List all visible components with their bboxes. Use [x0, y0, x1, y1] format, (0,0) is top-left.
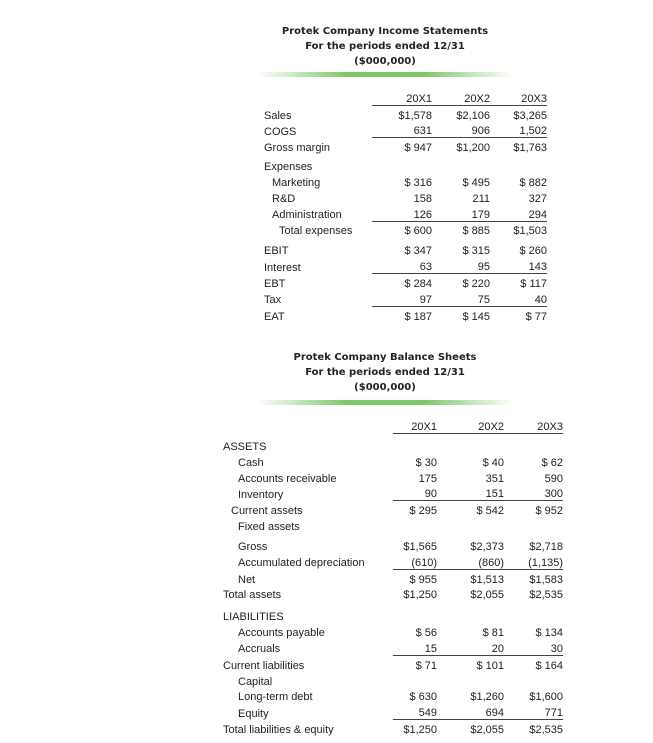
cell [437, 517, 504, 533]
cell: 351 [485, 472, 504, 485]
cell: $ 885 [462, 225, 490, 238]
table-row [223, 533, 563, 553]
row-label: Marketing [272, 176, 321, 189]
row-label: Net [238, 573, 256, 586]
cell: 294 [490, 205, 547, 221]
cell: $ 40 [482, 456, 504, 469]
row-label: Capital [238, 675, 273, 688]
table-row [223, 569, 563, 585]
row-label: R&D [272, 192, 296, 205]
row-label: Accounts receivable [238, 472, 337, 485]
row-label: Tax [264, 294, 282, 307]
balance-col-20x2: 20X2 [437, 411, 504, 433]
row-label: Accumulated depreciation [238, 557, 365, 570]
income-title-line-2: For the periods ended 12/31 [305, 41, 465, 52]
cell: 549 [393, 703, 437, 719]
cell: 151 [437, 485, 504, 501]
balance-title-line-1: Protek Company Balance Sheets [293, 352, 477, 363]
cell: $ 284 [404, 277, 432, 290]
cell: $ 315 [462, 245, 490, 258]
table-row [223, 485, 563, 501]
table-row [264, 274, 547, 290]
row-label: Gross margin [264, 142, 331, 155]
cell: 1,502 [490, 122, 547, 138]
cell: $2,055 [470, 589, 504, 602]
row-label: Accruals [238, 643, 281, 656]
income-title-line-3: ($000,000) [354, 56, 416, 67]
cell [432, 154, 490, 173]
table-row [264, 257, 547, 273]
cell [504, 601, 563, 623]
cell [393, 517, 437, 533]
cell: $ 30 [415, 456, 437, 469]
table-row [223, 703, 563, 719]
cell: $2,106 [456, 109, 490, 122]
cell: $ 295 [409, 505, 437, 518]
row-label: Gross [238, 540, 268, 553]
income-header-row [264, 89, 547, 105]
cell: $ 947 [404, 142, 432, 155]
cell: $ 630 [409, 691, 437, 704]
cell: $ 260 [519, 245, 547, 258]
cell: $ 71 [415, 659, 437, 672]
cell: $1,250 [403, 589, 437, 602]
cell: 179 [432, 205, 490, 221]
table-row [223, 655, 563, 671]
cell: $ 220 [462, 277, 490, 290]
cell: 327 [528, 192, 547, 205]
balance-title-rule [256, 400, 514, 405]
cell [437, 672, 504, 688]
cell: $ 187 [404, 310, 432, 323]
table-row [264, 205, 547, 221]
cell: $ 134 [535, 627, 563, 640]
row-label: Total expenses [279, 225, 353, 238]
row-label: Interest [264, 261, 301, 274]
row-label: Long-term debt [238, 691, 313, 704]
cell: $ 62 [541, 456, 563, 469]
cell: $ 81 [482, 627, 504, 640]
cell: 75 [432, 290, 490, 306]
cell: (860) [437, 553, 504, 569]
cell: 694 [437, 703, 504, 719]
table-row [223, 623, 563, 639]
cell: $2,055 [470, 723, 504, 736]
cell: 126 [372, 205, 432, 221]
balance-title [255, 350, 515, 395]
cell: $ 952 [535, 505, 563, 518]
table-row [223, 601, 563, 623]
cell [490, 154, 547, 173]
cell [504, 517, 563, 533]
table-row [223, 453, 563, 469]
row-label: Cash [238, 456, 264, 469]
table-row [223, 433, 563, 453]
row-label: EBT [264, 277, 286, 290]
row-label: EAT [264, 310, 285, 323]
cell: 30 [504, 639, 563, 655]
cell: $1,565 [403, 540, 437, 553]
cell: 211 [472, 192, 490, 205]
table-row [264, 237, 547, 257]
cell: 15 [393, 639, 437, 655]
cell [504, 672, 563, 688]
cell: $ 77 [525, 310, 547, 323]
table-row [223, 720, 563, 736]
cell: 90 [393, 485, 437, 501]
income-table [264, 89, 547, 323]
table-row [223, 672, 563, 688]
table-row [264, 189, 547, 205]
balance-title-line-3: ($000,000) [354, 382, 416, 393]
income-title-line-1: Protek Company Income Statements [281, 26, 489, 37]
table-row [223, 501, 563, 517]
table-row [223, 586, 563, 602]
cell: 63 [372, 257, 432, 273]
cell: $2,535 [529, 589, 563, 602]
row-label: Total liabilities & equity [223, 723, 334, 736]
cell: 40 [490, 290, 547, 306]
row-label: LIABILITIES [223, 611, 284, 624]
table-row [223, 639, 563, 655]
cell: $2,373 [470, 540, 504, 553]
balance-table [223, 411, 563, 736]
cell [504, 433, 563, 453]
cell [393, 601, 437, 623]
row-label: Accounts payable [238, 627, 325, 640]
income-col-20x2: 20X2 [432, 89, 490, 105]
cell [393, 672, 437, 688]
table-row [223, 553, 563, 569]
cell: $1,513 [470, 573, 504, 586]
cell: $ 495 [462, 176, 490, 189]
cell: $ 101 [476, 659, 504, 672]
row-label: Equity [238, 707, 269, 720]
cell [437, 601, 504, 623]
cell: $ 56 [415, 627, 437, 640]
row-label: Current assets [231, 505, 303, 518]
row-label: Total assets [223, 589, 282, 602]
cell: 300 [504, 485, 563, 501]
cell: 771 [504, 703, 563, 719]
balance-title-line-2: For the periods ended 12/31 [305, 367, 465, 378]
cell [372, 154, 432, 173]
table-row [223, 688, 563, 704]
cell: $3,265 [513, 109, 547, 122]
cell: 906 [432, 122, 490, 138]
row-label: COGS [264, 125, 297, 138]
cell: 143 [490, 257, 547, 273]
cell: 95 [432, 257, 490, 273]
cell: $1,250 [403, 723, 437, 736]
cell: 97 [372, 290, 432, 306]
cell: 590 [544, 472, 563, 485]
table-row [264, 122, 547, 138]
cell [393, 433, 437, 453]
table-row [264, 290, 547, 306]
income-col-20x1: 20X1 [372, 89, 432, 105]
row-label: Expenses [264, 161, 313, 174]
cell: 158 [413, 192, 432, 205]
cell: $ 882 [519, 176, 547, 189]
cell: (610) [393, 553, 437, 569]
cell: $1,503 [513, 225, 547, 238]
cell: $ 164 [535, 659, 563, 672]
cell: $2,535 [529, 723, 563, 736]
cell: $ 145 [462, 310, 490, 323]
row-label: Fixed assets [238, 520, 300, 533]
cell: $ 347 [404, 245, 432, 258]
cell: $1,200 [456, 142, 490, 155]
cell: $ 542 [476, 505, 504, 518]
cell: (1,135) [504, 553, 563, 569]
balance-header-row [223, 411, 563, 433]
table-row [223, 469, 563, 485]
table-row [264, 221, 547, 237]
table-row [264, 105, 547, 121]
cell: $ 600 [404, 225, 432, 238]
income-title [255, 24, 515, 69]
cell: 631 [372, 122, 432, 138]
balance-col-20x3: 20X3 [504, 411, 563, 433]
cell: $1,578 [398, 109, 432, 122]
row-label: Inventory [238, 488, 284, 501]
income-col-20x3: 20X3 [490, 89, 547, 105]
row-label: ASSETS [223, 441, 267, 453]
table-row [223, 517, 563, 533]
cell: $1,763 [513, 142, 547, 155]
cell: $1,600 [529, 691, 563, 704]
cell: $ 316 [404, 176, 432, 189]
cell: $ 117 [520, 277, 547, 290]
row-label: EBIT [264, 245, 289, 258]
cell: $2,718 [529, 540, 563, 553]
table-row [264, 154, 547, 173]
cell: $1,260 [470, 691, 504, 704]
income-title-rule [256, 72, 514, 77]
table-row [264, 173, 547, 189]
balance-col-20x1: 20X1 [393, 411, 437, 433]
row-label: Current liabilities [223, 659, 305, 672]
row-label: Sales [264, 109, 292, 122]
cell: 175 [418, 472, 437, 485]
cell [437, 433, 504, 453]
row-label: Administration [272, 209, 342, 222]
table-row [264, 138, 547, 154]
cell: 20 [437, 639, 504, 655]
cell: $ 955 [409, 573, 437, 586]
table-row [264, 306, 547, 322]
cell: $1,583 [529, 573, 563, 586]
